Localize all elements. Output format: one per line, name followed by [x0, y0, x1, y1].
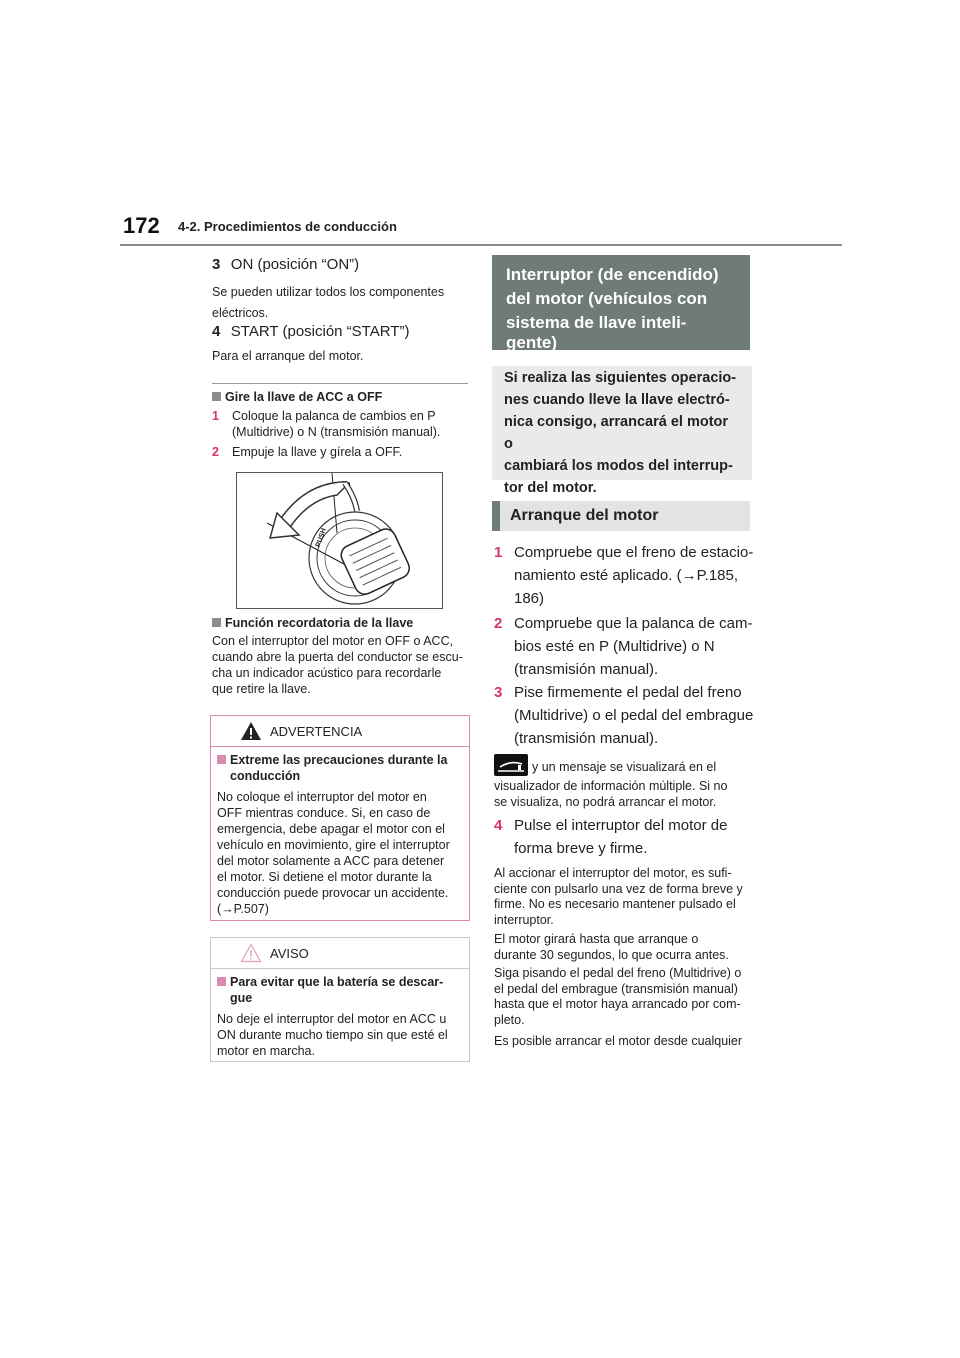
- text-line: hasta que el motor haya arrancado por com-: [494, 997, 741, 1011]
- warning-box: [210, 715, 470, 921]
- warning-header: [211, 716, 469, 747]
- text-line: Con el interruptor del motor en OFF o ACC,: [212, 634, 454, 648]
- intro-line: tor del motor.: [504, 480, 597, 496]
- intro-line: cambiará los modos del interrup-: [504, 458, 733, 474]
- intro-line: nes cuando lleve la llave electró-: [504, 392, 730, 408]
- square-bullet-icon: [217, 755, 226, 764]
- step-number: 2: [494, 615, 503, 632]
- text-line: (Multidrive) o el pedal del embrague: [514, 707, 754, 724]
- text-line: ciente con pulsarlo una vez de forma breve y: [494, 881, 743, 896]
- text-line: Extreme las precauciones durante la: [230, 753, 448, 767]
- push-label: PUSH: [314, 527, 329, 549]
- text-line: el motor. Si detiene el motor durante la: [217, 870, 432, 884]
- text-line: bios esté en P (Multidrive) o N: [514, 638, 715, 655]
- text-line: (transmisión manual).: [514, 661, 659, 678]
- step-number: 2: [212, 445, 219, 459]
- warning-title: ADVERTENCIA: [270, 724, 363, 739]
- text-line: namiento esté aplicado. (→P.185,: [514, 567, 739, 584]
- intro-line: nica consigo, arrancará el motor o: [504, 414, 729, 452]
- text-line: se visualiza, no podrá arrancar el motor.: [494, 795, 717, 809]
- text-line: Pulse el interruptor del motor de: [514, 817, 728, 834]
- text-line: ON durante mucho tiempo sin que esté el: [217, 1028, 448, 1042]
- ignition-key-illustration: [236, 472, 443, 609]
- step-number: 4: [494, 817, 503, 834]
- text-line: gue: [230, 991, 253, 1005]
- text-line: conducción: [230, 769, 301, 783]
- notice-header: [211, 938, 469, 969]
- warning-content: [211, 747, 469, 917]
- notice-box: [210, 937, 470, 1062]
- square-bullet-icon: [212, 392, 221, 401]
- text-line: interruptor.: [494, 912, 554, 927]
- text-line: y un mensaje se visualizará en el: [532, 760, 717, 774]
- text-line: motor en marcha.: [217, 1044, 315, 1058]
- notice-content: [211, 969, 469, 1059]
- text-line: No coloque el interruptor del motor en: [217, 790, 427, 804]
- text-line: Coloque la palanca de cambios en P: [232, 409, 436, 423]
- text-line: Pise firmemente el pedal del freno: [514, 684, 742, 701]
- step-number: 4: [212, 323, 221, 340]
- step-number: 3: [494, 684, 503, 701]
- headline-line: del motor (vehículos con: [506, 289, 708, 308]
- step-title: START (posición “START”): [230, 323, 410, 340]
- text-line: del motor solamente a ACC para detener: [217, 854, 445, 868]
- text-line: OFF mientras conduce. Si, en caso de: [217, 806, 431, 820]
- text-line: Siga pisando el pedal del freno (Multidrive) o: [494, 966, 742, 980]
- step-4: [212, 323, 409, 341]
- text-line: Compruebe que el freno de estacio-: [514, 544, 754, 561]
- right-step-1: [494, 541, 756, 610]
- step-number: 1: [212, 409, 219, 423]
- caution-triangle-icon: [240, 943, 262, 963]
- indicator-line: [494, 759, 756, 775]
- subsection-heading: Arranque del motor: [492, 501, 750, 531]
- acc-off-step-2: [212, 444, 472, 460]
- right-step-3: [494, 681, 756, 750]
- text-line: visualizador de información múltiple. Si no: [494, 779, 728, 793]
- display-indicator-icon: [494, 754, 528, 776]
- step-title: ON (posición “ON”): [230, 256, 360, 273]
- text-line: cuando abre la puerta del conductor se escu-: [212, 650, 463, 664]
- reminder-heading: [212, 615, 413, 631]
- heading-text: Función recordatoria de la llave: [225, 616, 414, 630]
- paragraph-3: [494, 966, 756, 1028]
- text-line: (→P.507): [217, 902, 269, 916]
- acc-off-step-1: [212, 408, 472, 440]
- text-line: Es posible arrancar el motor desde cualquier: [494, 1034, 743, 1048]
- square-bullet-icon: [212, 618, 221, 627]
- step-3: [212, 256, 359, 274]
- text-line: Para evitar que la batería se descar-: [230, 975, 444, 989]
- text-line: conducción puede provocar un accidente.: [217, 886, 449, 900]
- indicator-note: [494, 759, 756, 810]
- step-3-body: [212, 282, 444, 324]
- text-line: (transmisión manual).: [514, 730, 659, 747]
- square-bullet-icon: [217, 977, 226, 986]
- right-step-4: [494, 814, 756, 860]
- text-line: Se pueden utilizar todos los componentes: [212, 285, 445, 299]
- right-step-2: [494, 612, 756, 681]
- text-line: el pedal del embrague (transmisión manual): [494, 981, 738, 996]
- headline-box: [492, 255, 750, 350]
- headline-line: sistema de llave inteli-: [506, 313, 687, 332]
- divider: [212, 383, 468, 384]
- text-line: que retire la llave.: [212, 682, 311, 696]
- notice-heading: [217, 974, 463, 1006]
- text-line: cha un indicador acústico para recordarle: [212, 666, 442, 680]
- warning-heading: [217, 752, 463, 784]
- heading-text: Gire la llave de ACC a OFF: [225, 390, 383, 404]
- headline-line: gente): [506, 333, 557, 352]
- text-line: Empuje la llave y gírela a OFF.: [232, 445, 403, 459]
- text-line: forma breve y firme.: [514, 840, 648, 857]
- text-line: Al accionar el interruptor del motor, es sufi-: [494, 866, 732, 880]
- paragraph-1: [494, 866, 756, 928]
- text-line: firme. No es necesario mantener pulsado el: [494, 897, 736, 911]
- text-line: emergencia, debe apagar el motor con el: [217, 822, 445, 836]
- ignition-key-icon: [237, 473, 442, 608]
- text-line: 186): [514, 590, 545, 607]
- warning-text: [217, 789, 463, 917]
- paragraph-2: [494, 932, 756, 963]
- step-number: 1: [494, 544, 503, 561]
- step-number: 3: [212, 256, 221, 273]
- notice-text: [217, 1011, 463, 1059]
- step-4-body: Para el arranque del motor.: [212, 349, 364, 363]
- text-line: No deje el interruptor del motor en ACC u: [217, 1012, 447, 1026]
- warning-triangle-icon: [240, 721, 262, 741]
- text-line: vehículo en movimiento, gire el interruptor: [217, 838, 450, 852]
- headline-line: Interruptor (de encendido): [506, 265, 719, 284]
- paragraph-4: [494, 1034, 756, 1050]
- page-number: 172: [123, 213, 160, 238]
- text-line: (Multidrive) o N (transmisión manual).: [232, 425, 441, 439]
- text-line: eléctricos.: [212, 306, 269, 320]
- text-line: Compruebe que la palanca de cam-: [514, 615, 753, 632]
- header-rule: [120, 244, 842, 246]
- section-title: 4-2. Procedimientos de conducción: [178, 219, 397, 234]
- intro-box: [492, 366, 752, 496]
- reminder-body: [212, 633, 474, 697]
- intro-line: Si realiza las siguientes operacio-: [504, 370, 737, 386]
- text-line: pleto.: [494, 1012, 525, 1027]
- text-line: durante 30 segundos, lo que ocurra antes.: [494, 947, 729, 962]
- acc-off-heading: [212, 389, 382, 405]
- text-line: El motor girará hasta que arranque o: [494, 932, 699, 946]
- notice-title: AVISO: [270, 946, 309, 961]
